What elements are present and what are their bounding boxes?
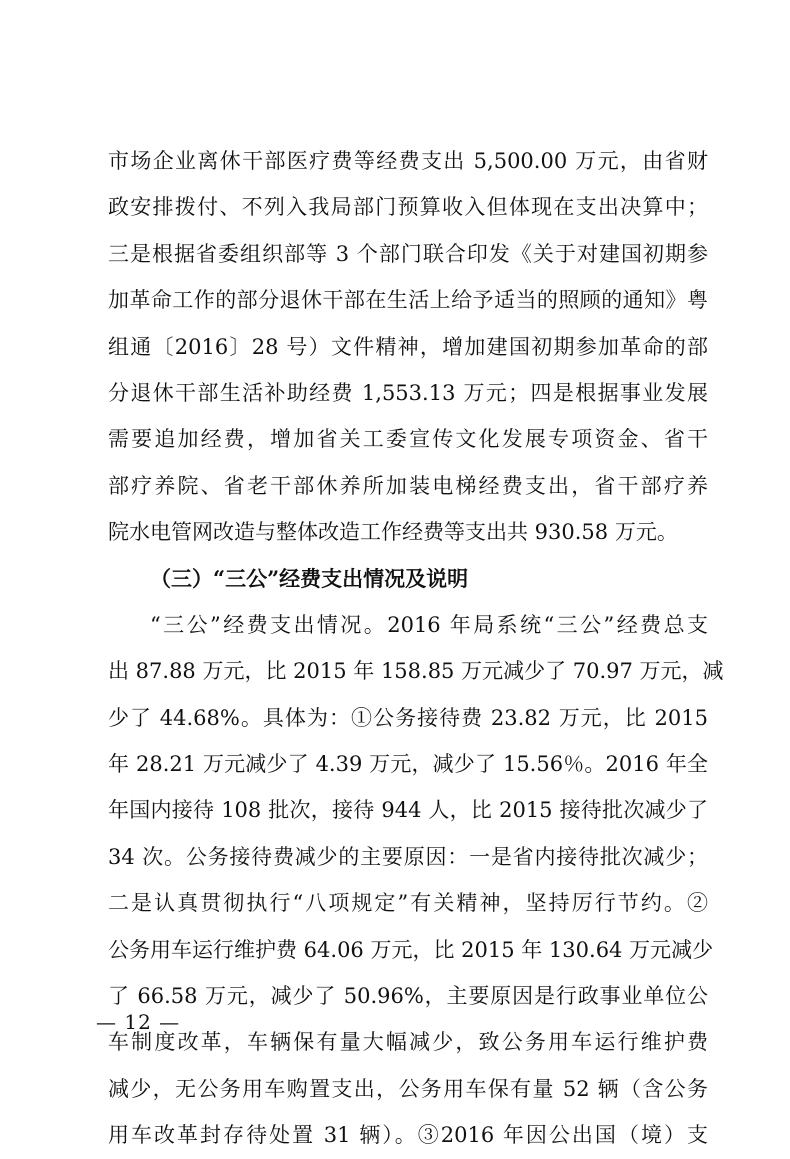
text-line: 部疗养院、省老干部休养所加装电梯经费支出，省干部疗养: [108, 473, 708, 498]
text-line: “三公”经费支出情况。2016 年局系统“三公”经费总支: [150, 612, 708, 637]
text-line: 二是认真贯彻执行“八项规定”有关精神，坚持厉行节约。②: [108, 891, 708, 916]
text-line: 减少，无公务用车购置支出，公务用车保有量 52 辆（含公务: [108, 1076, 708, 1101]
text-line: 公务用车运行维护费 64.06 万元，比 2015 年 130.64 万元减少: [108, 937, 714, 962]
text-line: 出 87.88 万元，比 2015 年 158.85 万元减少了 70.97 万元，减: [108, 659, 724, 684]
text-line: 分退休干部生活补助经费 1,553.13 万元；四是根据事业发展: [108, 380, 708, 405]
section-heading: （三）“三公”经费支出情况及说明: [150, 565, 469, 591]
text-line: 车制度改革，车辆保有量大幅减少，致公务用车运行维护费: [108, 1030, 708, 1055]
text-line: 年 28.21 万元减少了 4.39 万元，减少了 15.56％。2016 年全: [108, 752, 708, 777]
text-line: 市场企业离休干部医疗费等经费支出 5,500.00 万元，由省财: [108, 149, 708, 173]
text-line: 用车改革封存待处置 31 辆）。③2016 年因公出国（境）支: [108, 1123, 708, 1148]
text-line: 了 66.58 万元，减少了 50.96%，主要原因是行政事业单位公: [108, 984, 708, 1009]
text-line: 需要追加经费，增加省关工委宣传文化发展专项资金、省干: [108, 427, 708, 452]
text-line: 加革命工作的部分退休干部在生活上给予适当的照顾的通知》粤: [108, 288, 708, 313]
text-line: 少了 44.68%。具体为：①公务接待费 23.82 万元，比 2015: [108, 705, 708, 730]
text-line: 三是根据省委组织部等 3 个部门联合印发《关于对建国初期参: [108, 241, 708, 266]
text-line: 34 次。公务接待费减少的主要原因：一是省内接待批次减少；: [108, 844, 708, 869]
text-line: 政安排拨付、不列入我局部门预算收入但体现在支出决算中；: [108, 195, 708, 220]
text-line: 年国内接待 108 批次，接待 944 人，比 2015 接待批次减少了: [108, 798, 708, 823]
text-line: 组通〔2016〕28 号）文件精神，增加建国初期参加革命的部: [108, 334, 708, 359]
page-number: — 12 —: [96, 1010, 181, 1034]
body-text: [108, 138, 724, 1159]
text-line: 院水电管网改造与整体改造工作经费等支出共 930.58 万元。: [108, 520, 678, 545]
